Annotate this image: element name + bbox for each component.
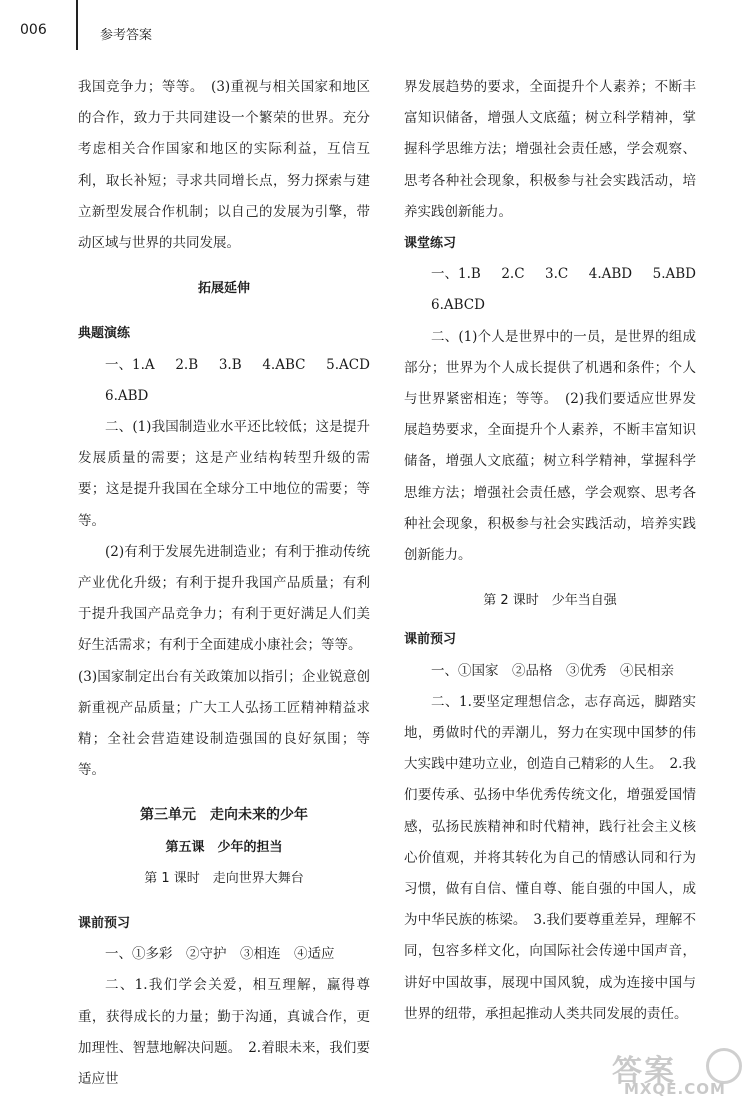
choice-answer: 5.ACD xyxy=(326,356,370,373)
section-heading-class: 课堂练习 xyxy=(404,236,457,252)
site-watermark xyxy=(612,1046,744,1100)
watermark-glyphs: 答案 xyxy=(612,1054,676,1089)
lesson-title: 第五课 少年的担当 xyxy=(165,839,283,855)
choice-answer: 2.C xyxy=(501,266,525,283)
right-column xyxy=(404,72,696,1030)
choice-answer: 一、1.B xyxy=(431,266,481,283)
section-heading-extend: 拓展延伸 xyxy=(197,281,250,297)
paragraph: 界发展趋势的要求，全面提升个人素养；不断丰富知识储备，增强人文底蕴；树立科学精神，掌握科学思维方法；增强社会责任感，学会观察、思考各种社会现象，积极参与社会实践活动，培养实践创新能力。 xyxy=(404,79,696,220)
fill-answers: 一、①多彩 ②守护 ③相连 ④适应 xyxy=(105,946,335,963)
choice-answer: 3.B xyxy=(218,356,242,373)
choice-answer: 5.ABD xyxy=(652,266,696,283)
unit-title: 第三单元 走向未来的少年 xyxy=(140,807,308,824)
watermark-url: MXQE.COM xyxy=(624,1080,726,1098)
section-heading-typical: 典题演练 xyxy=(78,326,131,342)
period-title: 第 1 课时 走向世界大舞台 xyxy=(144,870,304,886)
header-divider xyxy=(76,0,78,50)
page-header xyxy=(0,0,750,60)
running-head: 参考答案 xyxy=(100,28,153,43)
choice-answer: 4.ABD xyxy=(588,266,633,283)
section-heading-preview: 课前预习 xyxy=(404,632,457,648)
paragraph: 二、1.要坚定理想信念，志存高远，脚踏实地，勇做时代的弄潮儿，努力在实现中国梦的伟大实践中建功立业，创造自己精彩的人生。 2.我们要传承、弘扬中华优秀传统文化，增强爱国情感，弘扬民族精神和时代精神，践行社会主义核心价值观，并将其转化为自己的情感认同和行为习惯，做有自信、懂自尊、能自强的中国人，成为中华民族的栋梁。 3.我们要尊重差异，理解不同，包容多样文化，向国际社会传递中国声音，讲好中国故事，展现中国风貌，成为连接中国与世界的纽带，承担起推动人类共同发展的责任。 xyxy=(404,693,696,1022)
paragraph: 二、1.我们学会关爱，相互理解，赢得尊重，获得成长的力量；勤于沟通，真诚合作，更加理性、智慧地解决问题。 2.着眼未来，我们要适应世 xyxy=(78,977,370,1088)
left-column xyxy=(78,72,370,1095)
paragraph: 二、(1)我国制造业水平还比较低；这是提升发展质量的需要；这是产业结构转型升级的需要；这是提升我国在全球分工中地位的需要；等等。 xyxy=(78,419,370,529)
paragraph: (3)国家制定出台有关政策加以指引；企业锐意创新重视产品质量；广大工人弘扬工匠精神精益求精；全社会营造建设制造强国的良好氛围；等等。 xyxy=(78,668,370,779)
watermark-circle-icon xyxy=(706,1048,742,1084)
section-heading-preview: 课前预习 xyxy=(78,916,131,932)
choice-answers xyxy=(78,350,370,381)
choice-answer: 4.ABC xyxy=(262,356,306,373)
choice-answer: 6.ABCD xyxy=(431,297,485,314)
choice-answer: 3.C xyxy=(545,266,569,283)
paragraph: 我国竞争力；等等。 (3)重视与相关国家和地区的合作，致力于共同建设一个繁荣的世界。充分考虑相关合作国家和地区的实际利益，互信互利，取长补短；寻求共同增长点，努力探索与建立新型发展合作机制；以自己的发展为引擎，带动区域与世界的共同发展。 xyxy=(78,79,370,252)
choice-answers xyxy=(404,259,696,290)
period-title: 第 2 课时 少年当自强 xyxy=(483,593,617,609)
choice-answer: 2.B xyxy=(175,356,199,373)
paragraph: 二、(1)个人是世界中的一员，是世界的组成部分；世界为个人成长提供了机遇和条件；个人与世界紧密相连；等等。 (2)我们要适应世界发展趋势要求，全面提升个人素养，不断丰富知识储备，增强人文底蕴；树立科学精神，掌握科学思维方法；增强社会责任感，学会观察、思考各种社会现象，积极参与社会实践活动，培养实践创新能力。 xyxy=(404,328,696,564)
choice-answer: 一、1.A xyxy=(105,356,155,373)
fill-answers: 一、①国家 ②品格 ③优秀 ④民相亲 xyxy=(431,662,674,679)
choice-answer: 6.ABD xyxy=(105,387,149,404)
page-number: 006 xyxy=(20,22,47,38)
paragraph: (2)有利于发展先进制造业；有利于推动传统产业优化升级；有利于提升我国产品质量；有利于提升我国产品竞争力；有利于更好满足人们美好生活需求；有利于全面建成小康社会；等等。 xyxy=(78,543,370,654)
